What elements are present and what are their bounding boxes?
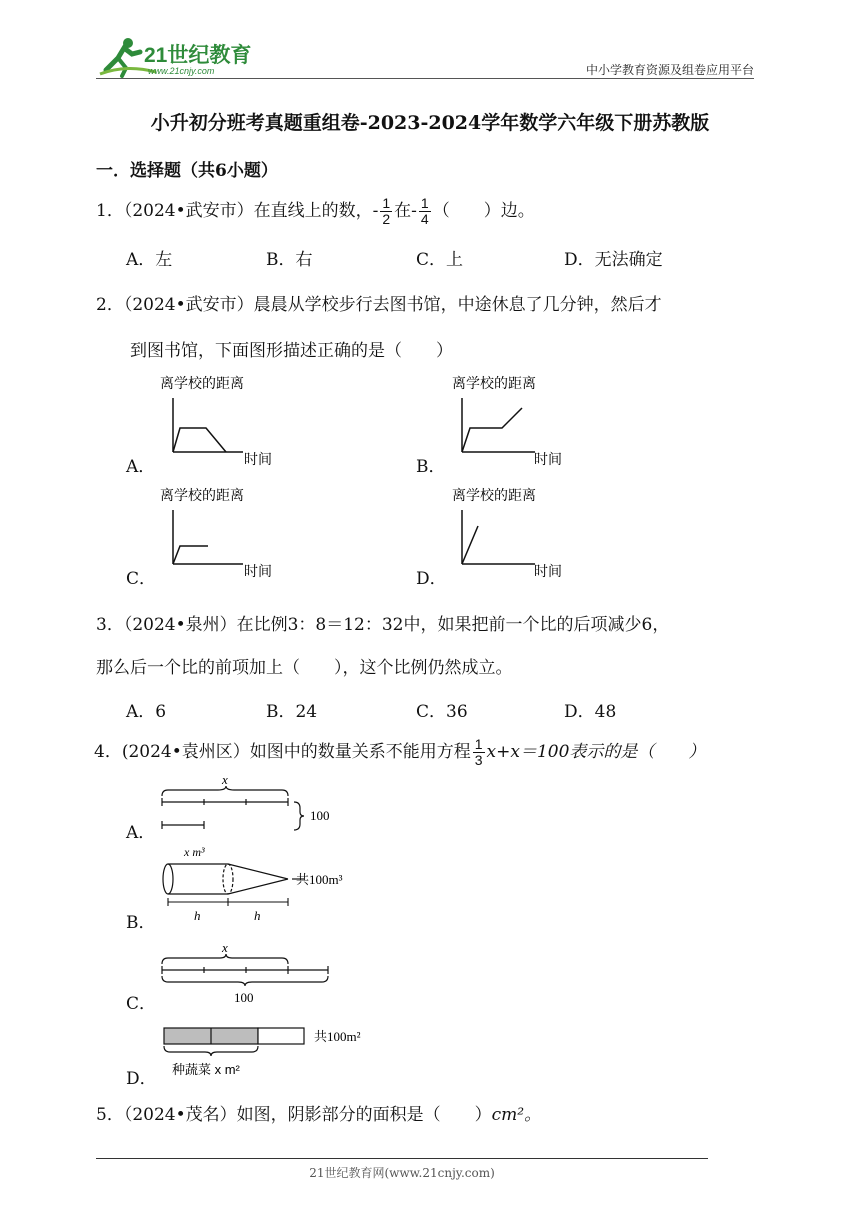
option-a: A．6 bbox=[126, 702, 167, 722]
graph-c bbox=[158, 484, 288, 584]
svg-text:h: h bbox=[194, 908, 201, 923]
option-b-label: B． bbox=[126, 913, 156, 933]
question-3-line2: 那么后一个比的前项加上（ ），这个比例仍然成立。 bbox=[96, 658, 513, 678]
svg-text:共100m³: 共100m³ bbox=[296, 872, 343, 887]
footer-text: 21世纪教育网(www.21cnjy.com) bbox=[309, 1166, 495, 1180]
fraction: $\frac{1}{2}$ bbox=[382, 195, 391, 227]
option-a: A．左 bbox=[126, 250, 173, 270]
option-d: D．无法确定 bbox=[564, 250, 663, 270]
diagram-c bbox=[158, 940, 348, 1006]
svg-text:离学校的距离: 离学校的距离 bbox=[160, 375, 244, 391]
graph-a bbox=[158, 372, 288, 472]
svg-text:x m³: x m³ bbox=[184, 845, 205, 859]
svg-text:x: x bbox=[222, 940, 228, 955]
option-b-label: B． bbox=[416, 457, 446, 477]
option-d: D．48 bbox=[564, 702, 617, 722]
option-c: C．上 bbox=[416, 250, 464, 270]
option-b: B．24 bbox=[266, 702, 318, 722]
svg-text:共100m²: 共100m² bbox=[314, 1029, 361, 1044]
svg-text:时间: 时间 bbox=[534, 563, 562, 579]
svg-text:www.21cnjy.com: www.21cnjy.com bbox=[148, 66, 215, 76]
svg-text:离学校的距离: 离学校的距离 bbox=[160, 487, 244, 503]
option-a-label: A． bbox=[126, 457, 156, 477]
option-c: C．36 bbox=[416, 702, 468, 722]
site-logo bbox=[96, 34, 266, 78]
question-5: 5．（2024•茂名）如图，阴影部分的面积是（ ）cm²。 bbox=[96, 1105, 542, 1125]
option-d-label: D． bbox=[416, 569, 447, 589]
page-title: 小升初分班考真题重组卷-2023-2024学年数学六年级下册苏教版 bbox=[150, 112, 710, 134]
svg-text:h: h bbox=[254, 908, 261, 923]
question-4: 4．(2024•袁州区）如图中的数量关系不能用方程 $\frac{1}{3}$ x+x＝100表示的是（ ） bbox=[94, 736, 706, 768]
question-3: 3．（2024•泉州）在比例3：8＝12：32中，如果把前一个比的后项减少6， bbox=[96, 615, 670, 635]
svg-text:离学校的距离: 离学校的距离 bbox=[452, 375, 536, 391]
graph-b bbox=[450, 372, 580, 472]
option-d-label: D． bbox=[126, 1069, 157, 1089]
diagram-d bbox=[158, 1022, 388, 1084]
footer-divider bbox=[96, 1158, 708, 1159]
graph-d bbox=[450, 484, 580, 584]
fraction: $\frac{1}{4}$ bbox=[420, 195, 429, 227]
option-b: B．右 bbox=[266, 250, 313, 270]
svg-text:21世纪教育: 21世纪教育 bbox=[144, 44, 252, 67]
question-2-line2: 到图书馆，下面图形描述正确的是（ ） bbox=[130, 341, 453, 361]
question-1: 1．（2024•武安市）在直线上的数，- $\frac{1}{2}$ 在- $\frac{1}{4}$ （ ）边。 bbox=[96, 195, 535, 227]
fraction: $\frac{1}{3}$ bbox=[474, 736, 483, 768]
diagram-a bbox=[158, 774, 348, 834]
svg-text:时间: 时间 bbox=[244, 563, 272, 579]
question-2: 2．（2024•武安市）晨晨从学校步行去图书馆，中途休息了几分钟，然后才 bbox=[96, 295, 662, 315]
section-heading: 一．选择题（共6小题） bbox=[96, 161, 278, 181]
svg-text:种蔬菜 x m²: 种蔬菜 x m² bbox=[172, 1062, 240, 1077]
header-slogan: 中小学教育资源及组卷应用平台 bbox=[585, 63, 754, 77]
svg-text:时间: 时间 bbox=[244, 451, 272, 467]
option-c-label: C． bbox=[126, 994, 157, 1014]
svg-text:100: 100 bbox=[310, 808, 330, 823]
option-a-label: A． bbox=[126, 823, 156, 843]
svg-text:x: x bbox=[222, 774, 228, 787]
diagram-b bbox=[158, 840, 368, 926]
svg-text:100: 100 bbox=[234, 990, 254, 1005]
option-c-label: C． bbox=[126, 569, 157, 589]
svg-text:时间: 时间 bbox=[534, 451, 562, 467]
svg-text:离学校的距离: 离学校的距离 bbox=[452, 487, 536, 503]
header-divider bbox=[96, 78, 754, 79]
